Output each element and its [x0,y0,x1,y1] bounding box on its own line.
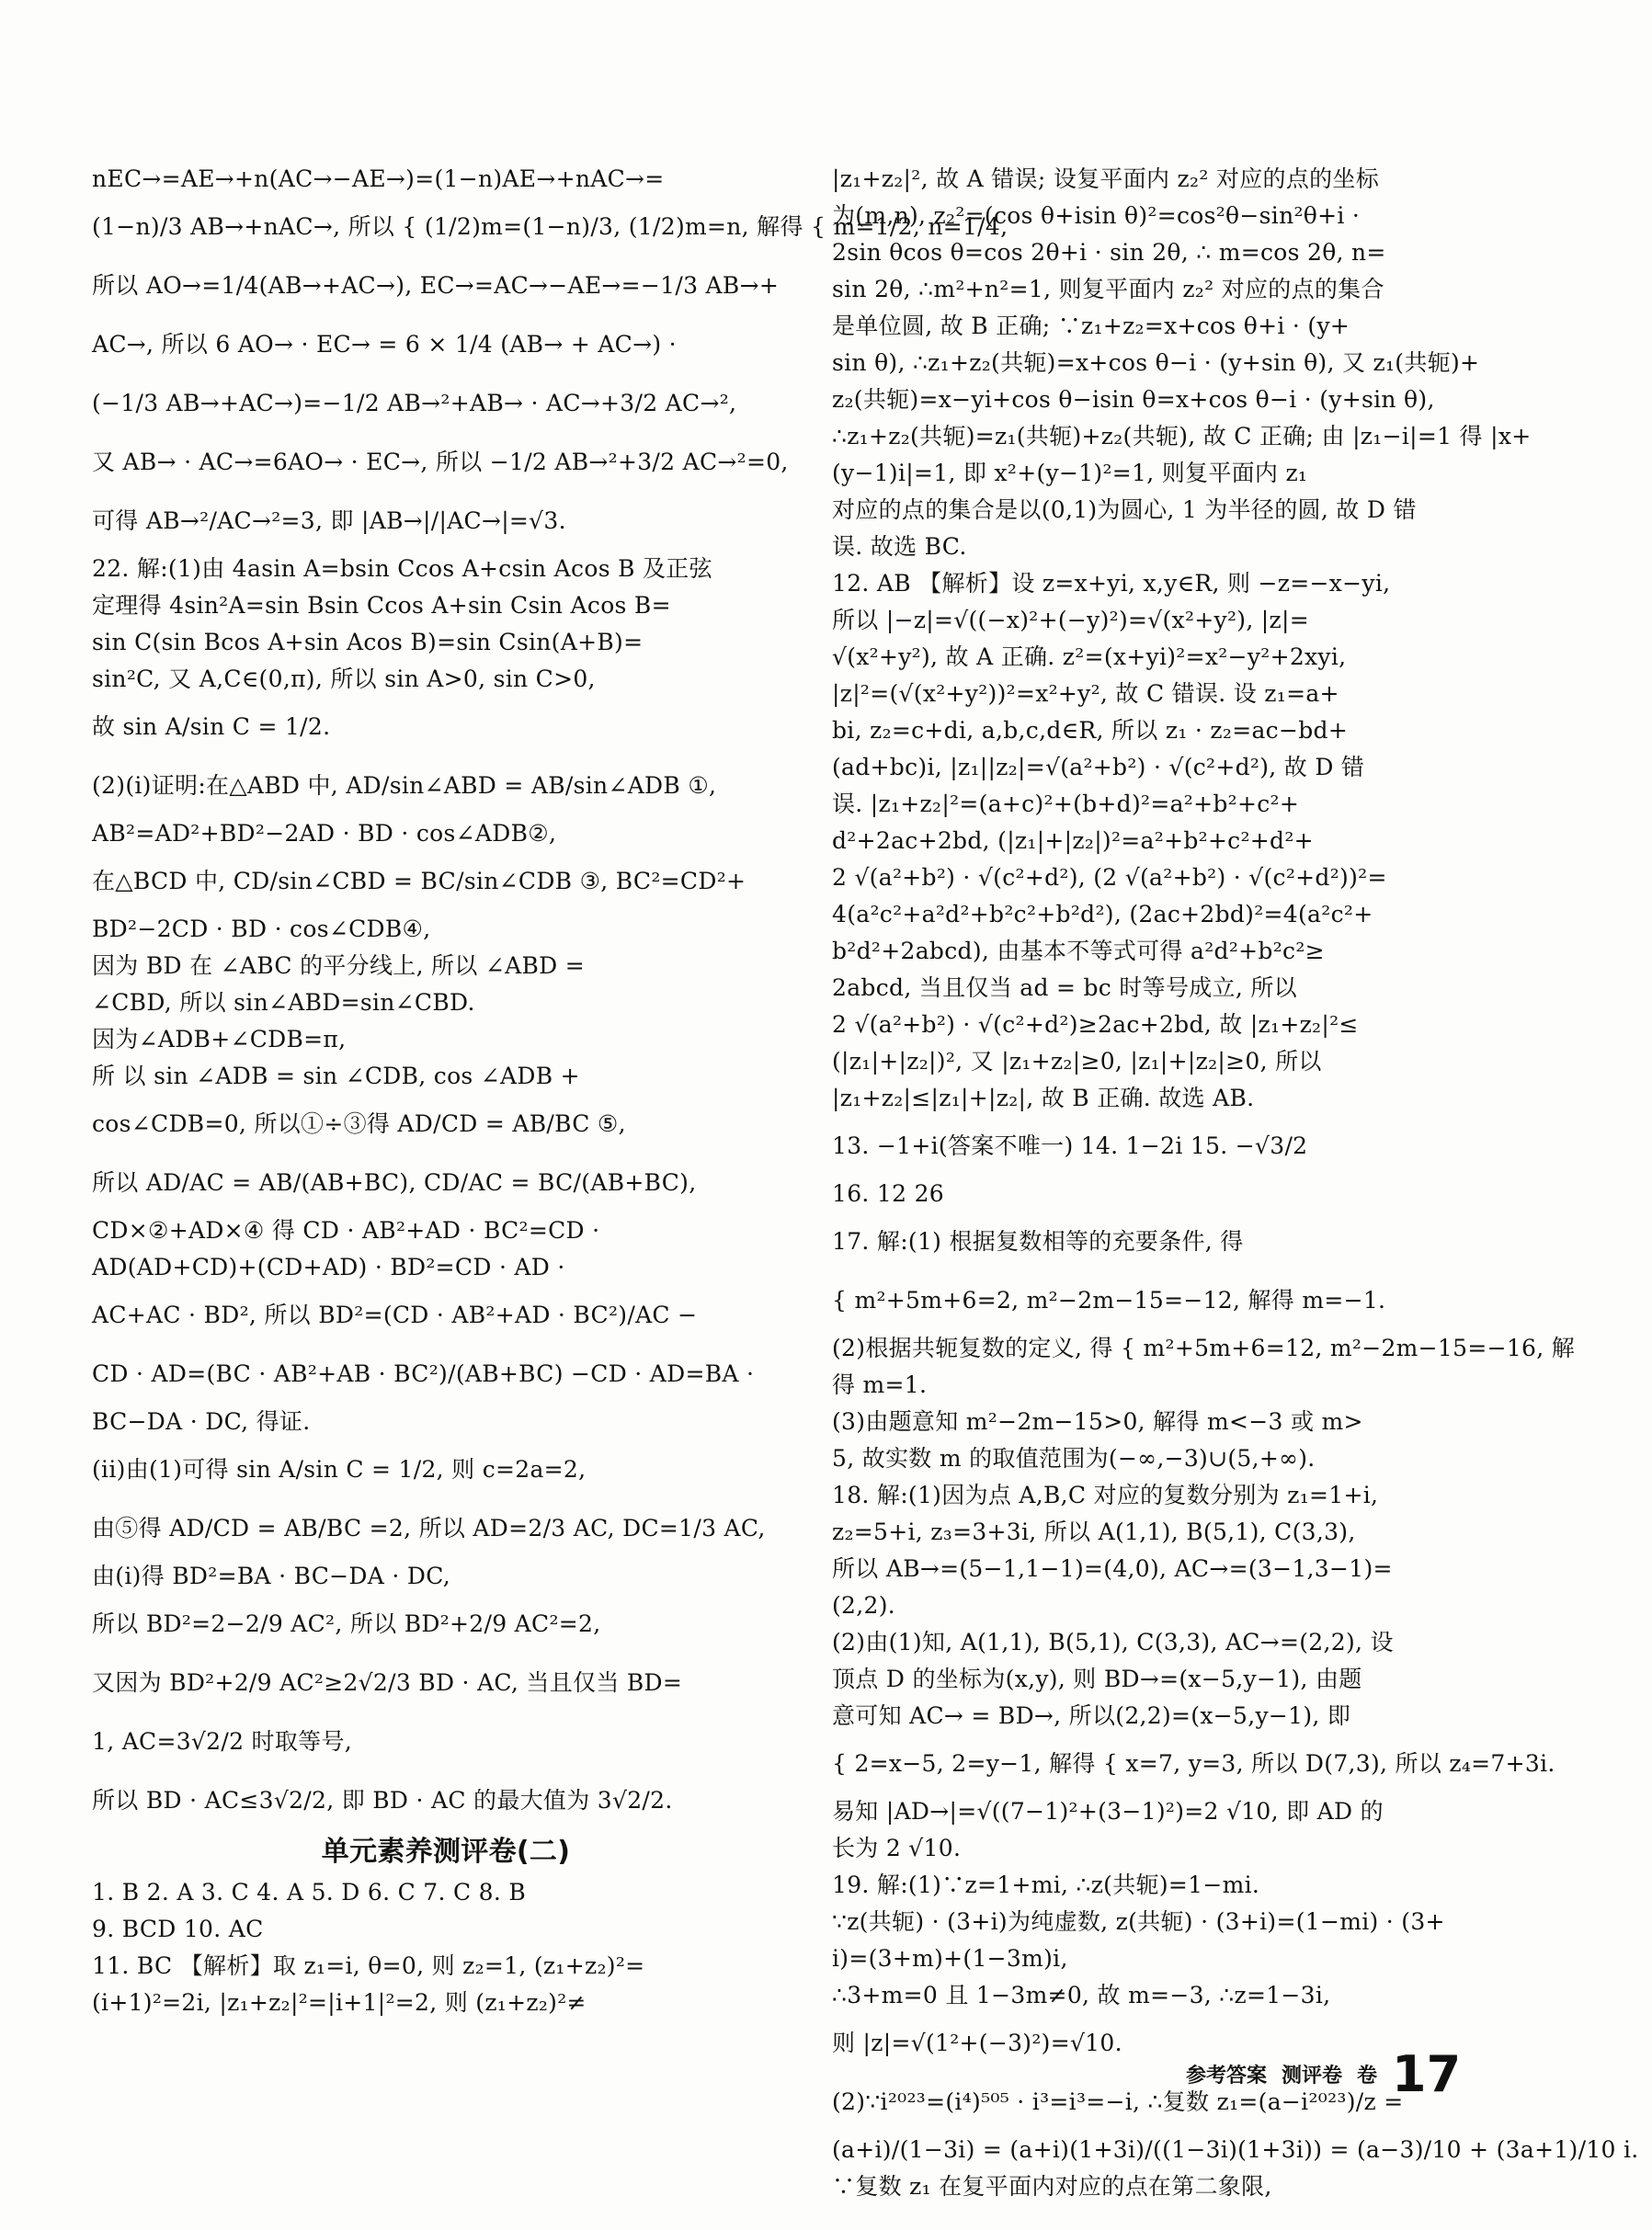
page-number: 17 [1392,2045,1462,2103]
text-line: sin²C, 又 A,C∈(0,π), 所以 sin A>0, sin C>0, [92,666,596,692]
text-line: 所以 |−z|=√((−x)²+(−y)²)=√(x²+y²), |z|= [832,607,1309,633]
text-line: 故 sin A/sin C = 1/2. [92,713,331,740]
text-line: (2)(i)证明:在△ABD 中, AD/sin∠ABD = AB/sin∠ADB ①, [92,772,717,799]
text-line: 意可知 AC→ = BD→, 所以(2,2)=(x−5,y−1), 即 [832,1702,1351,1729]
text-line: 所以 AO→=1/4(AB→+AC→), EC→=AC→−AE→=−1/3 AB→+ [92,272,780,299]
answer-line: 1. B 2. A 3. C 4. A 5. D 6. C 7. C 8. B [92,1879,527,1906]
text-line: (ii)由(1)可得 sin A/sin C = 1/2, 则 c=2a=2, [92,1456,587,1483]
text-line: 1, AC=3√2/2 时取等号, [92,1728,352,1755]
text-line: 为(m,n), z₂²=(cos θ+isin θ)²=cos²θ−sin²θ+i · [832,202,1361,229]
text-line: 长为 2 √10. [832,1835,962,1861]
text-line: 2 √(a²+b²) · √(c²+d²)≥2ac+2bd, 故 |z₁+z₂|²≤ [832,1011,1359,1038]
answer-line: 9. BCD 10. AC [92,1916,264,1942]
text-line: 4(a²c²+a²d²+b²c²+b²d²), (2ac+2bd)²=4(a²c²+ [832,901,1373,927]
text-line: CD×②+AD×④ 得 CD · AB²+AD · BC²=CD · [92,1217,600,1244]
text-line: 所以 AD/AC = AB/(AB+BC), CD/AC = BC/(AB+BC), [92,1169,697,1196]
text-line: 易知 |AD→|=√((7−1)²+(3−1)²)=2 √10, 即 AD 的 [832,1798,1384,1825]
text-line: 19. 解:(1)∵z=1+mi, ∴z(共轭)=1−mi. [832,1872,1260,1898]
section-title: 单元素养测评卷(二) [321,1836,571,1868]
text-line: (−1/3 AB→+AC→)=−1/2 AB→²+AB→ · AC→+3/2 AC→², [92,390,737,416]
text-line: 又因为 BD²+2/9 AC²≥2√2/3 BD · AC, 当且仅当 BD= [92,1669,683,1696]
text-line: 又 AB→ · AC→=6AO→ · EC→, 所以 −1/2 AB→²+3/2 AC→²=0, [92,449,789,475]
text-line: 顶点 D 的坐标为(x,y), 则 BD→=(x−5,y−1), 由题 [832,1666,1362,1692]
text-line: 17. 解:(1) 根据复数相等的充要条件, 得 [832,1228,1244,1255]
text-line: 22. 解:(1)由 4asin A=bsin Ccos A+csin Acos B 及正弦 [92,555,712,582]
text-line: z₂(共轭)=x−yi+cos θ−isin θ=x+cos θ−i · (y+sin θ), [832,386,1435,413]
text-line: 16. 12 26 [832,1180,944,1207]
text-line: 所以 BD · AC≤3√2/2, 即 BD · AC 的最大值为 3√2/2. [92,1787,673,1814]
text-line: sin θ), ∴z₁+z₂(共轭)=x+cos θ−i · (y+sin θ), 又 z₁(共轭)+ [832,349,1480,376]
text-line: 由(i)得 BD²=BA · BC−DA · DC, [92,1563,450,1589]
text-line: 对应的点的集合是以(0,1)为圆心, 1 为半径的圆, 故 D 错 [832,496,1417,523]
text-line: 得 m=1. [832,1371,928,1398]
text-line: ∵复数 z₁ 在复平面内对应的点在第二象限, [832,2173,1272,2200]
text-line: (1−n)/3 AB→+nAC→, 所以 { (1/2)m=(1−n)/3, (1/2)m=n, 解得 { m=1/2, n=1/4, [92,213,1008,240]
text-line: 5, 故实数 m 的取值范围为(−∞,−3)∪(5,+∞). [832,1445,1316,1472]
text-line: nEC→=AE→+n(AC→−AE→)=(1−n)AE→+nAC→= [92,165,665,192]
text-line: 13. −1+i(答案不唯一) 14. 1−2i 15. −√3/2 [832,1132,1308,1159]
answer-line: 11. BC 【解析】取 z₁=i, θ=0, 则 z₂=1, (z₁+z₂)²= [92,1952,645,1979]
text-line: cos∠CDB=0, 所以①÷③得 AD/CD = AB/BC ⑤, [92,1110,626,1137]
text-line: (2)由(1)知, A(1,1), B(5,1), C(3,3), AC→=(2,2), 设 [832,1629,1394,1655]
text-line: BC−DA · DC, 得证. [92,1408,311,1435]
text-line: i)=(3+m)+(1−3m)i, [832,1945,1068,1972]
text-line: { m²+5m+6=2, m²−2m−15=−12, 解得 m=−1. [832,1287,1386,1314]
text-line: 12. AB 【解析】设 z=x+yi, x,y∈R, 则 −z=−x−yi, [832,570,1391,597]
text-line: ∴z₁+z₂(共轭)=z₁(共轭)+z₂(共轭), 故 C 正确; 由 |z₁−i|=1 得 |x+ [832,423,1532,449]
text-line: (ad+bc)i, |z₁||z₂|=√(a²+b²) · √(c²+d²), 故 D 错 [832,754,1365,780]
text-line: sin C(sin Bcos A+sin Acos B)=sin Csin(A+B)= [92,629,644,655]
text-line: sin 2θ, ∴m²+n²=1, 则复平面内 z₂² 对应的点的集合 [832,276,1384,302]
footer-label-answers: 参考答案 [1186,2065,1268,2088]
text-line: 18. 解:(1)因为点 A,B,C 对应的复数分别为 z₁=1+i, [832,1482,1379,1508]
text-line: 因为∠ADB+∠CDB=π, [92,1026,347,1052]
text-line: |z₁+z₂|², 故 A 错误; 设复平面内 z₂² 对应的点的坐标 [832,165,1380,192]
right-column [832,161,1639,2205]
text-line: CD · AD=(BC · AB²+AB · BC²)/(AB+BC) −CD · AD=BA · [92,1360,755,1387]
text-line: { 2=x−5, 2=y−1, 解得 { x=7, y=3, 所以 D(7,3), 所以 z₄=7+3i. [832,1750,1555,1777]
text-line: z₂=5+i, z₃=3+3i, 所以 A(1,1), B(5,1), C(3,3), [832,1519,1356,1545]
footer-label-test: 测评卷 [1282,2065,1343,2088]
text-line: 定理得 4sin²A=sin Bsin Ccos A+sin Csin Acos B= [92,592,671,619]
text-line: d²+2ac+2bd, (|z₁|+|z₂|)²=a²+b²+c²+d²+ [832,827,1314,854]
text-line: √(x²+y²), 故 A 正确. z²=(x+yi)²=x²−y²+2xyi, [832,643,1347,670]
footer-label-volume: 卷 [1357,2065,1378,2088]
text-line: bi, z₂=c+di, a,b,c,d∈R, 所以 z₁ · z₂=ac−bd+ [832,717,1349,744]
text-line: 2abcd, 当且仅当 ad = bc 时等号成立, 所以 [832,974,1297,1001]
text-line: |z₁+z₂|≤|z₁|+|z₂|, 故 B 正确. 故选 AB. [832,1085,1255,1111]
text-line: (a+i)/(1−3i) = (a+i)(1+3i)/((1−3i)(1+3i)) = (a−3)/10 + (3a+1)/10 i. [832,2136,1639,2163]
text-line: ∵z(共轭) · (3+i)为纯虚数, z(共轭) · (3+i)=(1−mi) · (3+ [832,1908,1445,1935]
text-line: 在△BCD 中, CD/sin∠CBD = BC/sin∠CDB ③, BC²=CD²+ [92,868,746,894]
text-line: 因为 BD 在 ∠ABC 的平分线上, 所以 ∠ABD = [92,952,586,979]
answer-line: (i+1)²=2i, |z₁+z₂|²=|i+1|²=2, 则 (z₁+z₂)²≠ [92,1989,587,2016]
text-line: 误. |z₁+z₂|²=(a+c)²+(b+d)²=a²+b²+c²+ [832,791,1300,817]
text-line: 是单位圆, 故 B 正确; ∵z₁+z₂=x+cos θ+i · (y+ [832,313,1350,339]
text-line: (2,2). [832,1592,896,1619]
text-line: 所以 BD²=2−2/9 AC², 所以 BD²+2/9 AC²=2, [92,1610,601,1637]
text-line: (2)∵i²⁰²³=(i⁴)⁵⁰⁵ · i³=i³=−i, ∴复数 z₁=(a−i²⁰²³)/z = [832,2088,1404,2115]
text-line: 所 以 sin ∠ADB = sin ∠CDB, cos ∠ADB + [92,1063,580,1089]
text-line: (|z₁|+|z₂|)², 又 |z₁+z₂|≥0, |z₁|+|z₂|≥0, 所以 [832,1048,1322,1075]
text-line: |z|²=(√(x²+y²))²=x²+y², 故 C 错误. 设 z₁=a+ [832,680,1339,707]
text-line: ∠CBD, 所以 sin∠ABD=sin∠CBD. [92,989,475,1016]
text-line: 可得 AB→²/AC→²=3, 即 |AB→|/|AC→|=√3. [92,507,566,534]
text-line: (2)根据共轭复数的定义, 得 { m²+5m+6=12, m²−2m−15=−16, 解 [832,1335,1576,1361]
text-line: AC+AC · BD², 所以 BD²=(CD · AB²+AD · BC²)/AC − [92,1302,698,1328]
page-footer [1186,2045,1461,2103]
text-line: AC→, 所以 6 AO→ · EC→ = 6 × 1/4 (AB→ + AC→) · [92,331,677,358]
text-line: AD(AD+CD)+(CD+AD) · BD²=CD · AD · [92,1254,565,1280]
text-line: 则 |z|=√(1²+(−3)²)=√10. [832,2030,1122,2056]
text-line: 2 √(a²+b²) · √(c²+d²), (2 √(a²+b²) · √(c²+d²))²= [832,864,1387,891]
text-line: (y−1)i|=1, 即 x²+(y−1)²=1, 则复平面内 z₁ [832,460,1308,486]
text-line: b²d²+2abcd), 由基本不等式可得 a²d²+b²c²≥ [832,938,1325,964]
text-line: ∴3+m=0 且 1−3m≠0, 故 m=−3, ∴z=1−3i, [832,1982,1331,2008]
text-line: 所以 AB→=(5−1,1−1)=(4,0), AC→=(3−1,3−1)= [832,1555,1393,1582]
text-line: (3)由题意知 m²−2m−15>0, 解得 m<−3 或 m> [832,1408,1363,1435]
text-line: 2sin θcos θ=cos 2θ+i · sin 2θ, ∴ m=cos 2θ, n= [832,239,1386,266]
text-line: BD²−2CD · BD · cos∠CDB④, [92,916,431,942]
text-line: 由⑤得 AD/CD = AB/BC =2, 所以 AD=2/3 AC, DC=1/3 AC, [92,1515,766,1542]
text-line: AB²=AD²+BD²−2AD · BD · cos∠ADB②, [92,820,557,847]
text-line: 误. 故选 BC. [832,533,967,560]
